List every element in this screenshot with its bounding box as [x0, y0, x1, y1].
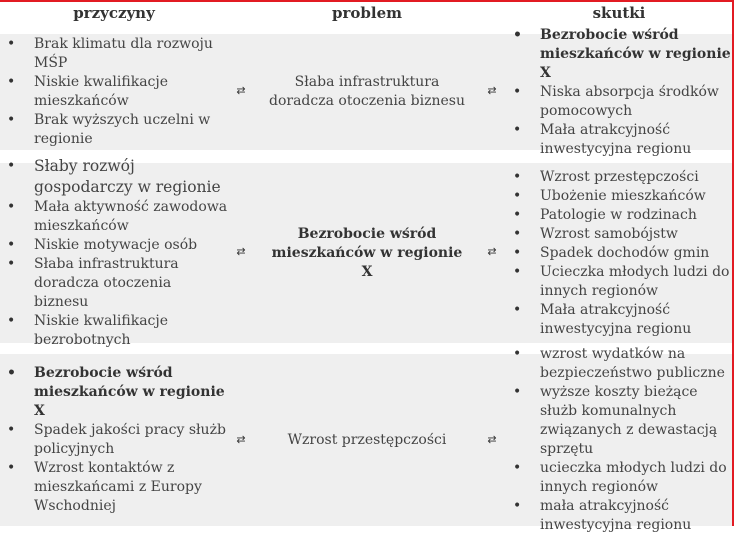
arrow-icon: ⇄: [487, 245, 497, 258]
list-item: • Bezrobocie wśród mieszkańców w regionie X: [506, 26, 732, 83]
problem-text: Słaba infrastruktura doradcza otoczenia biznesu: [269, 74, 465, 109]
list-item: • Niska absorpcja środków pomocowych: [506, 83, 732, 121]
table-row-3: [0, 346, 732, 533]
arrow-icon: ⇄: [236, 84, 246, 97]
problem-text: Bezrobocie wśród mieszkańców w regionie X: [271, 225, 463, 280]
list-item: • wyższe koszty bieżące służb komunalnych związanych z dewastacją sprzętu: [506, 383, 732, 459]
list-item: • ucieczka młodych ludzi do innych regionów: [506, 459, 732, 497]
list-item: • Słaba infrastruktura doradcza otoczenia biznesu: [0, 255, 228, 312]
list-item: • Niskie kwalifikacje mieszkańców: [0, 73, 228, 111]
row-1-effects: [506, 26, 732, 157]
problem-text: Wzrost przestępczości: [287, 431, 447, 448]
list-item: • Brak wyższych uczelni w regionie: [0, 111, 228, 149]
list-item: • Mała atrakcyjność inwestycyjna regionu: [506, 121, 732, 159]
list-item: • Mała aktywność zawodowa mieszkańców: [0, 198, 228, 236]
list-item: • Patologie w rodzinach: [506, 206, 732, 225]
row-2-effects: [506, 163, 732, 343]
list-item: • Wzrost kontaktów z mieszkańcami z Europy Wschodniej: [0, 459, 228, 516]
list-item: • Bezrobocie wśród mieszkańców w regionie X: [0, 364, 228, 421]
list-item: • Ucieczka młodych ludzi do innych regionów: [506, 263, 732, 301]
row-1-causes: [0, 34, 228, 150]
row-2-problem: [268, 163, 466, 343]
arrow-icon: ⇄: [487, 84, 497, 97]
list-item: • Wzrost samobójstw: [506, 225, 732, 244]
arrow-icon: ⇄: [236, 433, 246, 446]
list-item: • Mała atrakcyjność inwestycyjna regionu: [506, 301, 732, 339]
list-item: • wzrost wydatków na bezpieczeństwo publiczne: [506, 345, 732, 383]
list-item: • Spadek dochodów gmin: [506, 244, 732, 263]
row-2-causes: [0, 157, 228, 348]
table-row-1: [0, 26, 732, 157]
list-item: • Słaby rozwój gospodarczy w regionie: [0, 156, 228, 198]
table-row-2: [0, 157, 732, 348]
list-item: • Ubożenie mieszkańców: [506, 187, 732, 206]
row-1-problem: [268, 34, 466, 150]
list-item: • Brak klimatu dla rozwoju MŚP: [0, 35, 228, 73]
header-effects: skutki: [592, 4, 646, 22]
header-problem: problem: [332, 4, 402, 22]
arrow-icon: ⇄: [236, 245, 246, 258]
list-item: • Niskie kwalifikacje bezrobotnych: [0, 312, 228, 350]
list-item: • mała atrakcyjność inwestycyjna regionu: [506, 497, 732, 535]
row-3-effects: [506, 346, 732, 533]
list-item: • Wzrost przestępczości: [506, 168, 732, 187]
header-causes: przyczyny: [73, 4, 155, 22]
list-item: • Niskie motywacje osób: [0, 236, 228, 255]
list-item: • Spadek jakości pracy służb policyjnych: [0, 421, 228, 459]
row-3-problem: [268, 354, 466, 526]
row-3-causes: [0, 354, 228, 526]
arrow-icon: ⇄: [487, 433, 497, 446]
